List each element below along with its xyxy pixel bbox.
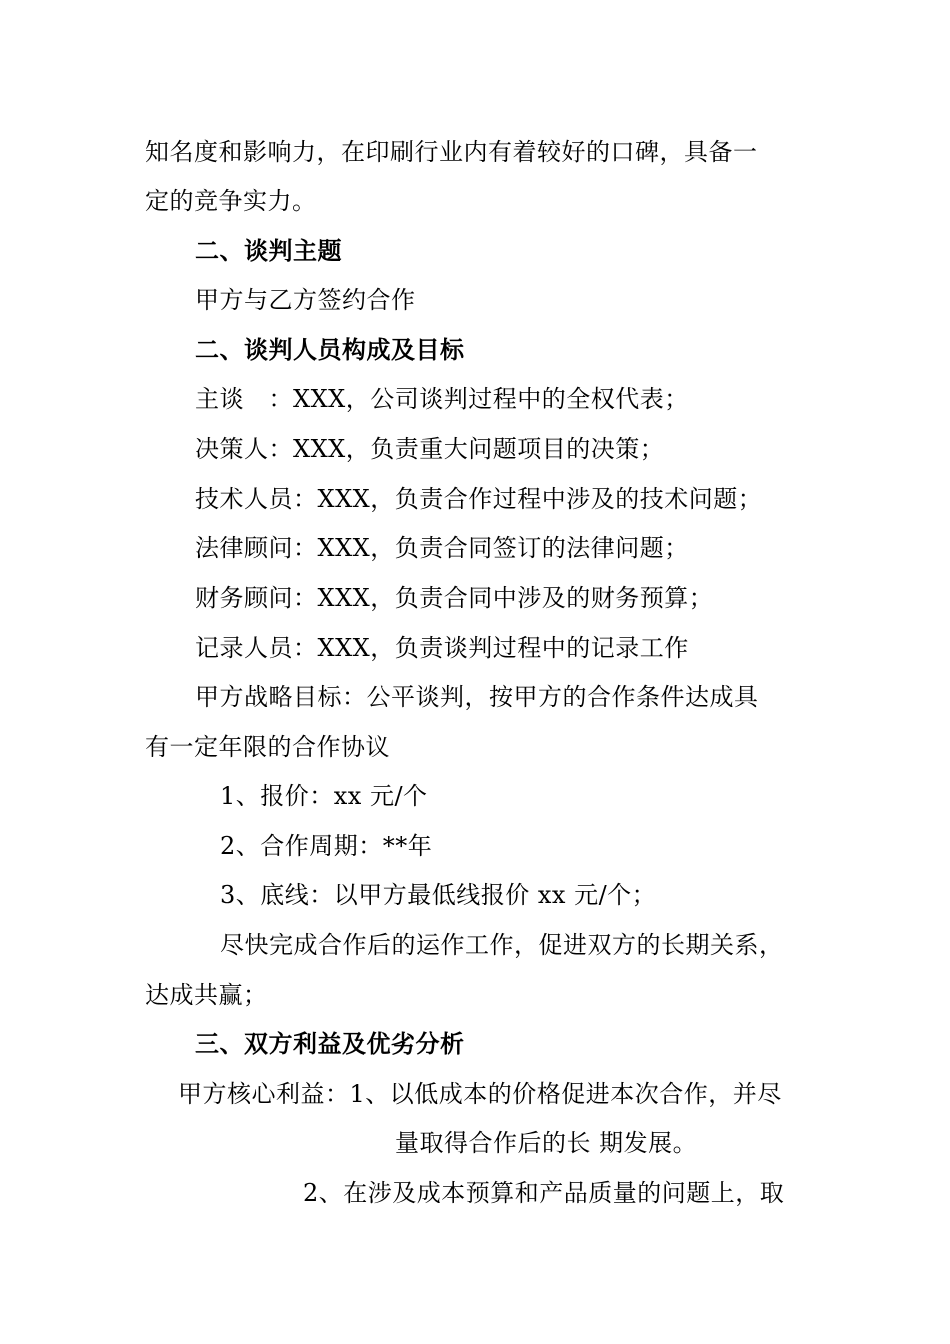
paragraph-line: 定的竞争实力。	[145, 187, 317, 215]
paragraph-line: 技术人员：XXX，负责合作过程中涉及的技术问题；	[195, 485, 763, 513]
paragraph-line: 甲方战略目标：公平谈判，按甲方的合作条件达成具	[195, 683, 759, 711]
paragraph-line: 记录人员：XXX，负责谈判过程中的记录工作	[195, 634, 689, 662]
list-item: 3、底线：以甲方最低线报价 xx 元/个；	[220, 881, 657, 909]
paragraph-line: 财务顾问：XXX，负责合同中涉及的财务预算；	[195, 584, 714, 612]
list-item: 2、合作周期：**年	[220, 832, 433, 860]
paragraph-line: 主谈 ：XXX，公司谈判过程中的全权代表；	[195, 385, 689, 413]
paragraph-line: 甲方核心利益：1、以低成本的价格促进本次合作，并尽	[178, 1080, 782, 1108]
paragraph-line: 知名度和影响力，在印刷行业内有着较好的口碑，具备一	[145, 138, 758, 166]
paragraph-line: 2、在涉及成本预算和产品质量的问题上，取	[303, 1179, 785, 1207]
paragraph-line: 尽快完成合作后的运作工作，促进双方的长期关系，	[220, 931, 784, 959]
paragraph-line: 量取得合作后的长 期发展。	[395, 1129, 698, 1157]
paragraph-line: 法律顾问：XXX，负责合同签订的法律问题；	[195, 534, 689, 562]
paragraph-line: 甲方与乙方签约合作	[195, 286, 416, 314]
paragraph-line: 决策人：XXX，负责重大问题项目的决策；	[195, 435, 665, 463]
section-heading: 三、双方利益及优劣分析	[195, 1029, 465, 1058]
paragraph-line: 达成共赢；	[145, 981, 268, 1009]
paragraph-line: 有一定年限的合作协议	[145, 733, 390, 761]
list-item: 1、报价：xx 元/个	[220, 782, 428, 810]
section-heading: 二、谈判人员构成及目标	[195, 335, 465, 364]
section-heading: 二、谈判主题	[195, 236, 342, 265]
